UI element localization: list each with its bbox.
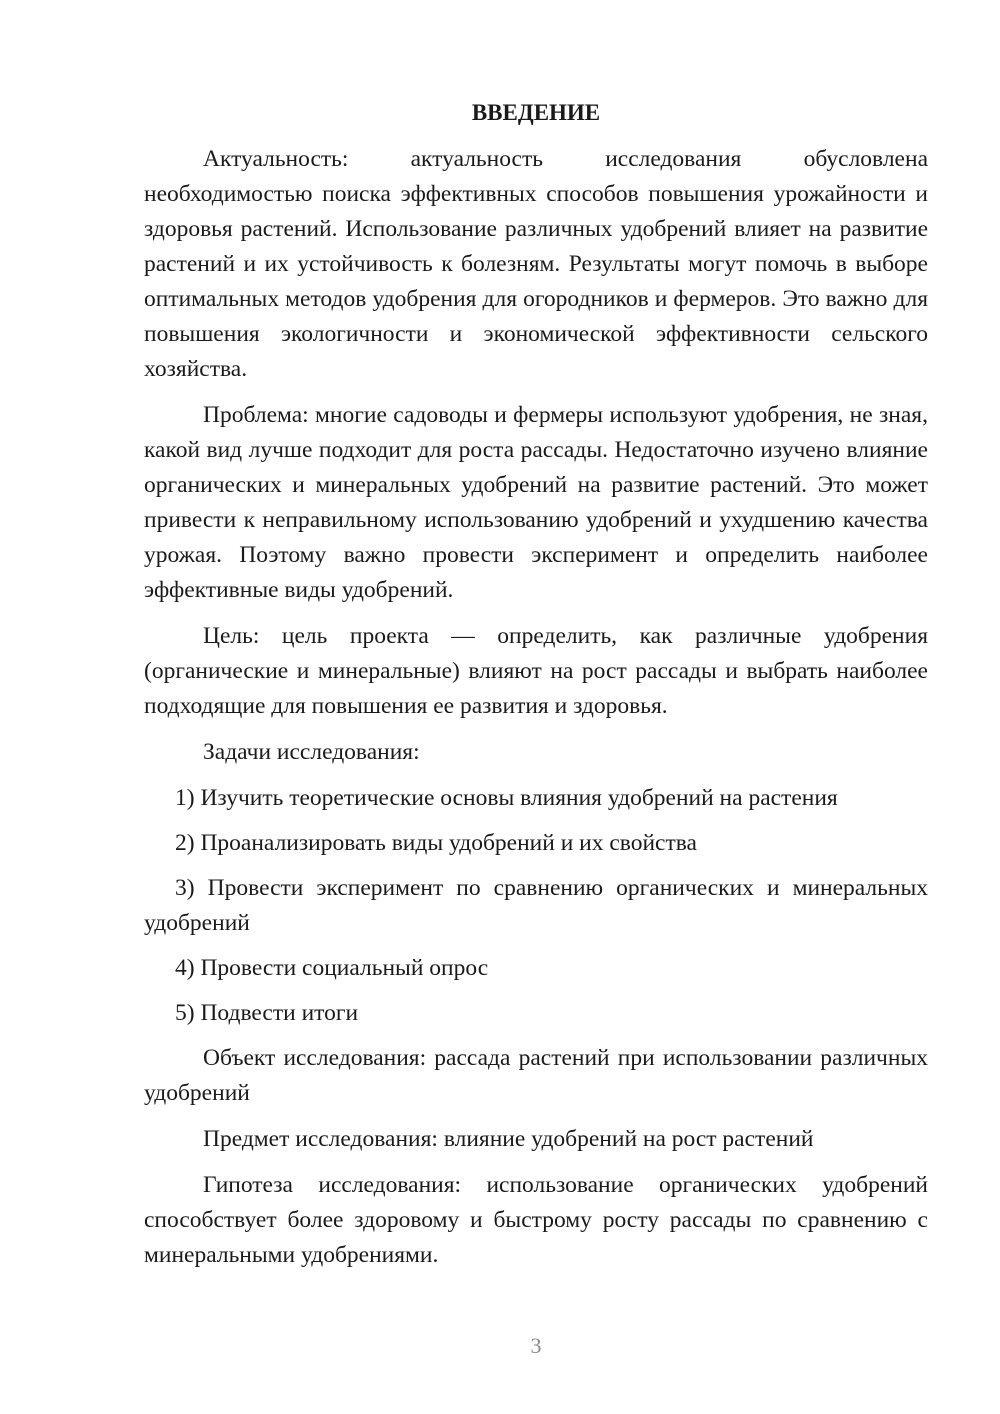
paragraph-object: Объект исследования: рассада растений при использовании различных удобрений — [144, 1045, 928, 1106]
paragraph-relevance: Актуальность: актуальность исследования обусловлена необходимостью поиска эффективных способов повышения урожайности и здоровья растений. Использование различных удобрений влияет на развитие растений и их устойчивость к болезням. Результаты могут помочь в выборе оптимальных методов удобрения для огородников и фермеров. Это важно для повышения экологичности и экономической эффективности сельского хозяйства. — [144, 146, 928, 382]
tasks-list — [144, 781, 928, 1031]
list-item: 1) Изучить теоретические основы влияния удобрений на растения — [175, 785, 838, 811]
paragraph-hypothesis: Гипотеза исследования: использование органических удобрений способствует более здоровому и быстрому росту рассады по сравнению с минеральными удобрениями. — [144, 1172, 928, 1268]
paragraph-problem: Проблема: многие садоводы и фермеры используют удобрения, не зная, какой вид лучше подходит для роста рассады. Недостаточно изучено влияние органических и минеральных удобрений на развитие растений. Это может привести к неправильному использованию удобрений и ухудшению качества урожая. Поэтому важно провести эксперимент и определить наиболее эффективные виды удобрений. — [144, 402, 928, 603]
page-content — [144, 95, 928, 1284]
list-item: 4) Провести социальный опрос — [175, 955, 489, 981]
list-item: 2) Проанализировать виды удобрений и их свойства — [175, 830, 697, 856]
tasks-title: Задачи исследования: — [203, 739, 420, 765]
list-item: 3) Провести эксперимент по сравнению органических и минеральных удобрений — [144, 875, 928, 936]
list-item: 5) Подвести итоги — [175, 1000, 359, 1026]
page-number: 3 — [530, 1333, 542, 1358]
paragraph-goal: Цель: цель проекта — определить, как различные удобрения (органические и минеральные) влияют на рост рассады и выбрать наиболее подходящие для повышения ее развития и здоровья. — [144, 623, 928, 719]
section-heading: ВВЕДЕНИЕ — [471, 100, 601, 125]
paragraph-subject: Предмет исследования: влияние удобрений на рост растений — [203, 1126, 814, 1152]
